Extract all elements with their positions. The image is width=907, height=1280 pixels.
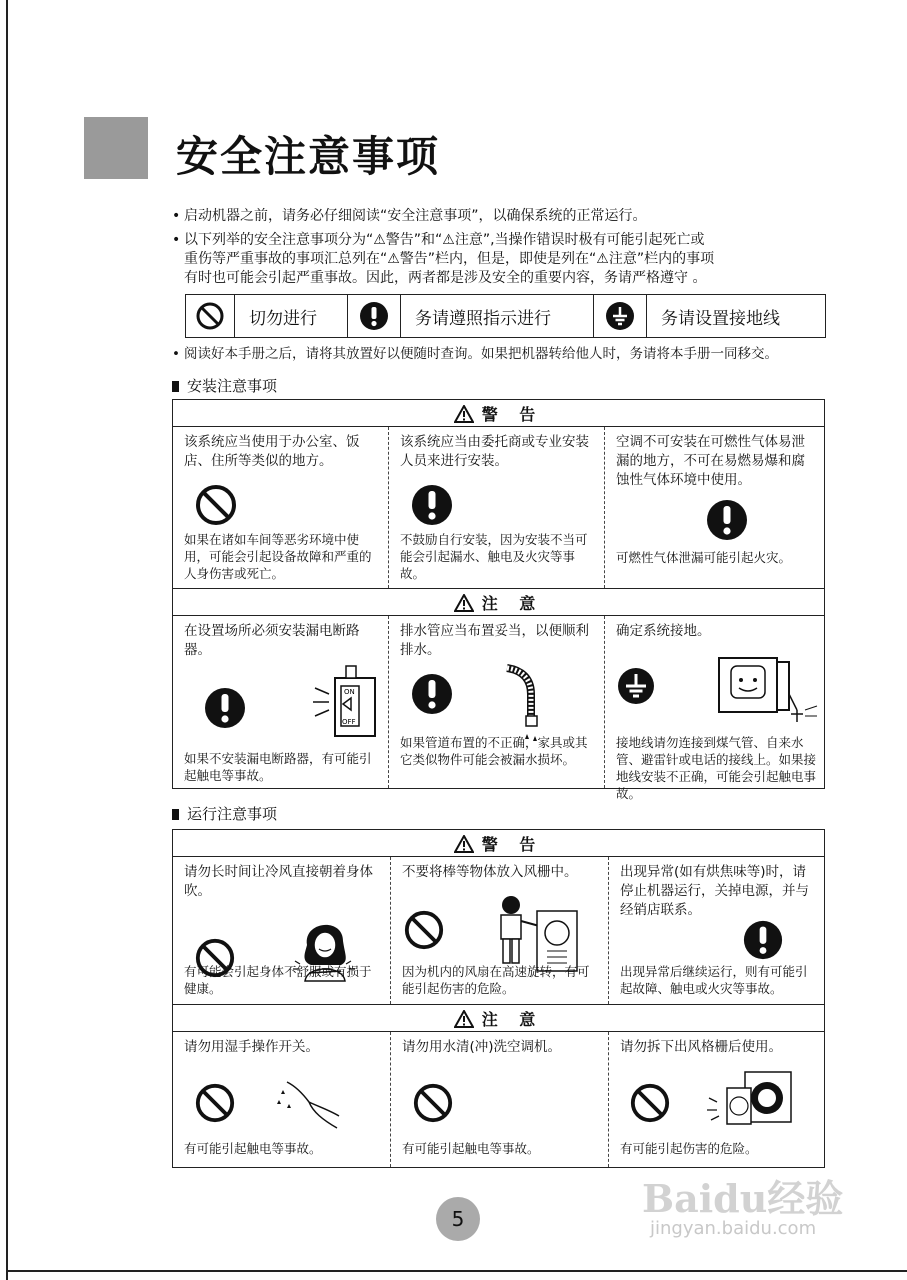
install-caution-cell-2 — [389, 616, 605, 789]
operation-warning-3-condition: 出现异常(如有烘焦味等)时，请停止机器运行，关掉电源，并与经销店联系。 — [620, 864, 809, 918]
bullet-dot: • — [172, 208, 181, 224]
prohibit-icon — [412, 1082, 454, 1124]
legend-mandatory-icon — [348, 295, 401, 337]
page-border-left — [6, 0, 8, 1280]
operation-caution-2-consequence: 有可能引起触电等事故。 — [402, 1141, 540, 1156]
operation-warning-2-consequence: 因为机内的风扇在高速旋转，有可能引起伤害的危险。 — [402, 964, 590, 996]
install-caution-header — [173, 589, 825, 616]
operation-section-heading — [172, 803, 277, 824]
intro-bullet-1 — [172, 207, 647, 226]
install-safety-table — [172, 399, 825, 801]
operation-caution-header — [173, 1005, 825, 1032]
prohibit-icon — [194, 1082, 236, 1124]
page-border-bottom — [6, 1270, 907, 1272]
operation-caution-header-text: 注 意 — [481, 1009, 544, 1029]
watermark-url: jingyan.baidu.com — [650, 1218, 817, 1239]
install-caution-3-consequence: 接地线请勿连接到煤气管、自来水管、避雷针或电话的接线上。如果接地线安装不正确，可能会引起触电事故。 — [616, 735, 817, 801]
caution-triangle-icon — [454, 594, 474, 612]
warning-triangle-icon — [454, 835, 474, 853]
intro-bullet-3-text: 阅读好本手册之后，请将其放置好以便随时查询。如果把机器转给他人时，务请将本手册一同移交。 — [184, 346, 778, 362]
operation-caution-2-condition: 请勿用水清(冲)洗空调机。 — [402, 1039, 562, 1055]
symbol-legend — [185, 294, 826, 338]
install-warning-3-consequence: 可燃性气体泄漏可能引起火灾。 — [616, 550, 792, 565]
intro-bullet-2-line-3: 有时也可能会引起严重事故。因此，两者都是涉及安全的重要内容，务请严格遵守 。 — [184, 270, 707, 286]
intro-bullet-1-text: 启动机器之前，请务必仔细阅读“安全注意事项”，以确保系统的正常运行。 — [184, 208, 647, 224]
install-caution-2-condition: 排水管应当布置妥当，以便顺利排水。 — [400, 623, 589, 658]
wet-hand-illustration — [273, 1076, 343, 1132]
bullet-dot: • — [172, 346, 180, 362]
install-warning-header — [173, 400, 825, 427]
install-warning-3-condition: 空调不可安装在可燃性气体易泄漏的地方，不可在易燃易爆和腐蚀性气体环境中使用。 — [616, 434, 805, 488]
operation-caution-3-condition: 请勿拆下出风格栅后使用。 — [620, 1039, 782, 1055]
operation-warning-header-text: 警 告 — [481, 834, 544, 854]
operation-caution-1-condition: 请勿用湿手操作开关。 — [184, 1039, 319, 1055]
install-caution-cell-1 — [173, 616, 389, 789]
operation-warning-2-condition: 不要将棒等物体放入风栅中。 — [402, 864, 578, 880]
operation-safety-table — [172, 829, 825, 1168]
install-warning-2-condition: 该系统应当由委托商或专业安装人员来进行安装。 — [400, 434, 589, 469]
operation-caution-1-consequence: 有可能引起触电等事故。 — [184, 1141, 322, 1156]
child-poking-fan-illustration — [491, 891, 581, 973]
page-number: 5 — [436, 1197, 480, 1241]
intro-bullet-3 — [172, 345, 778, 364]
grounded-outdoor-unit-illustration — [717, 654, 821, 726]
operation-warning-cell-2 — [391, 857, 609, 1005]
section-marker — [172, 809, 179, 820]
mandatory-icon — [203, 686, 247, 730]
legend-prohibit-label: 切勿进行 — [235, 295, 348, 337]
section-marker — [172, 381, 179, 392]
intro-bullet-2-line-1: 以下列举的安全注意事项分为“⚠警告”和“⚠注意”,当操作错误时极有可能引起死亡或 — [184, 232, 705, 248]
operation-warning-1-condition: 请勿长时间让冷风直接朝着身体吹。 — [184, 864, 373, 899]
install-caution-1-condition: 在设置场所必须安装漏电断路器。 — [184, 623, 360, 658]
install-section-heading — [172, 375, 277, 396]
mandatory-icon — [410, 483, 454, 527]
intro-bullet-2 — [172, 231, 714, 288]
page-title: 安全注意事项 — [176, 132, 441, 181]
operation-warning-3-consequence: 出现异常后继续运行，则有可能引起故障、触电或火灾等事故。 — [620, 964, 808, 996]
install-warning-1-consequence: 如果在诸如车间等恶劣环境中使用，可能会引起设备故障和严重的人身伤害或死亡。 — [184, 532, 372, 581]
install-warning-1-condition: 该系统应当使用于办公室、饭店、住所等类似的地方。 — [184, 434, 360, 469]
install-warning-cell-1 — [173, 427, 389, 589]
install-warning-2-consequence: 不鼓励自行安装，因为安装不当可能会引起漏水、触电及火灾等事故。 — [400, 532, 588, 581]
prohibit-icon — [629, 1082, 671, 1124]
circuit-breaker-illustration — [313, 664, 381, 740]
mandatory-icon — [742, 919, 784, 961]
legend-ground-icon — [594, 295, 647, 337]
intro-bullet-2-line-2: 重伤等严重事故的事项汇总列在“⚠警告”栏内，但是，即使是列在“⚠注意”栏内的事项 — [184, 251, 715, 267]
install-caution-3-condition: 确定系统接地。 — [616, 623, 711, 639]
install-caution-2-consequence: 如果管道布置的不正确，家具或其它类似物件可能会被漏水损坏。 — [400, 735, 588, 767]
prohibit-icon — [194, 483, 238, 527]
watermark-brand: Baidu经验 — [642, 1176, 844, 1221]
operation-caution-3-consequence: 有可能引起伤害的危险。 — [620, 1141, 758, 1156]
operation-caution-cell-2 — [391, 1032, 609, 1168]
install-section-title: 安装注意事项 — [187, 377, 278, 395]
operation-section-title: 运行注意事项 — [187, 805, 278, 823]
operation-caution-cell-1 — [173, 1032, 391, 1168]
caution-triangle-icon — [454, 1010, 474, 1028]
install-caution-header-text: 注 意 — [481, 593, 544, 613]
title-marker-block — [84, 117, 148, 179]
install-warning-cell-2 — [389, 427, 605, 589]
warning-triangle-icon — [454, 405, 474, 423]
install-caution-1-consequence: 如果不安装漏电断路器，有可能引起触电等事故。 — [184, 751, 372, 783]
install-warning-header-text: 警 告 — [481, 404, 544, 424]
operation-warning-cell-3 — [609, 857, 825, 1005]
mandatory-icon — [410, 672, 454, 716]
operation-warning-1-consequence: 有可能会引起身体不舒服或有损于健康。 — [184, 964, 372, 996]
legend-prohibit-icon — [186, 295, 235, 337]
operation-warning-cell-1 — [173, 857, 391, 1005]
prohibit-icon — [403, 909, 445, 951]
operation-warning-header — [173, 830, 825, 857]
operation-caution-cell-3 — [609, 1032, 825, 1168]
breaker-on-label: ON — [344, 688, 355, 696]
breaker-off-label: OFF — [342, 718, 356, 726]
legend-mandatory-label: 务请遵照指示进行 — [401, 295, 594, 337]
install-caution-cell-3 — [605, 616, 825, 801]
ground-icon — [616, 666, 656, 706]
legend-ground-label: 务请设置接地线 — [661, 308, 780, 329]
removed-grille-unit-illustration — [705, 1068, 795, 1136]
install-warning-cell-3 — [605, 427, 825, 589]
bullet-dot: • — [172, 232, 181, 248]
mandatory-icon — [705, 498, 749, 542]
